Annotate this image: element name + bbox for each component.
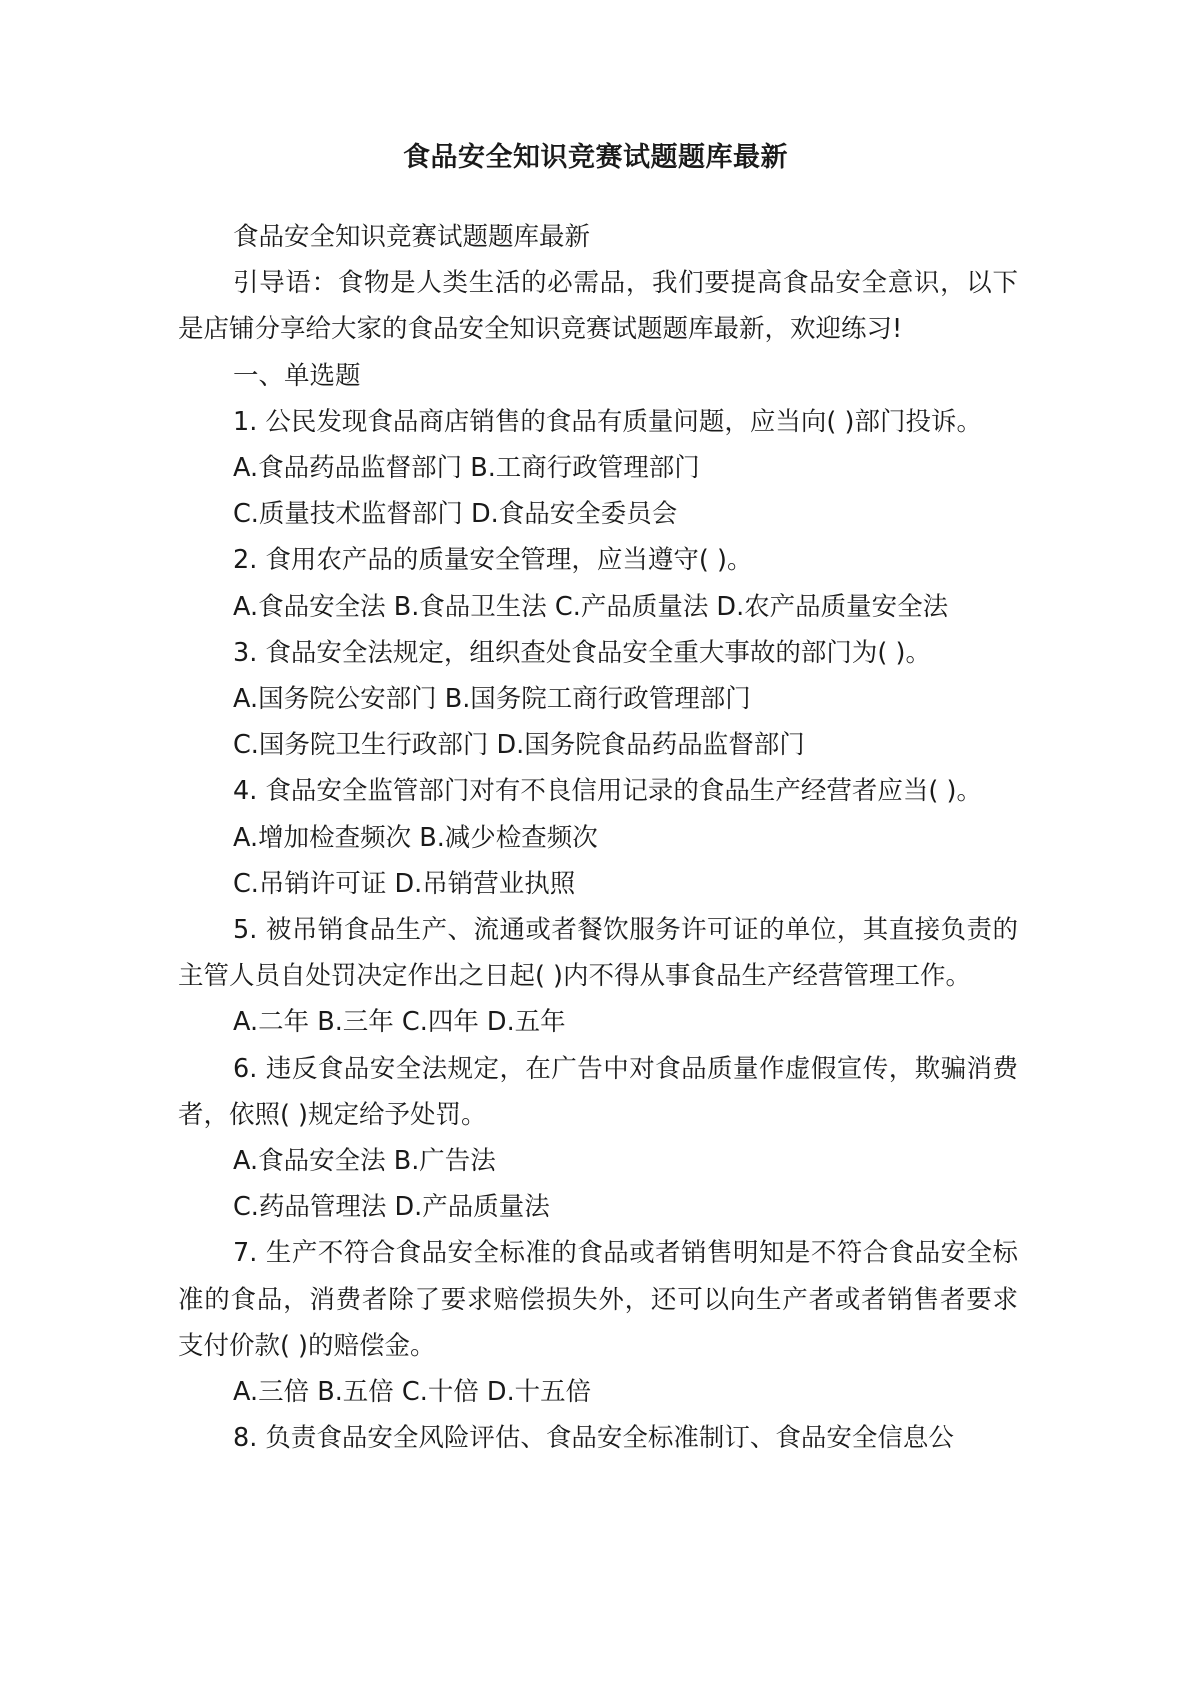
question-8: 8. 负责食品安全风险评估、食品安全标准制订、食品安全信息公 xyxy=(233,1423,954,1454)
question-7-options: A.三倍 B.五倍 C.十倍 D.十五倍 xyxy=(233,1377,592,1408)
question-4-options-b: C.吊销许可证 D.吊销营业执照 xyxy=(233,868,576,899)
section-heading: 一、单选题 xyxy=(233,360,361,391)
question-1-options-a: A.食品药品监督部门 B.工商行政管理部门 xyxy=(233,453,700,484)
paragraph-intro: 引导语：食物是人类生活的必需品，我们要提高食品安全意识，以下是店铺分享给大家的食品安全知识竞赛试题题库最新，欢迎练习! xyxy=(178,268,1018,345)
question-6: 6. 违反食品安全法规定，在广告中对食品质量作虚假宣传，欺骗消费者，依照( )规定给予处罚。 xyxy=(178,1053,1018,1130)
question-4-options-a: A.增加检查频次 B.减少检查频次 xyxy=(233,822,598,853)
question-3-options-a: A.国务院公安部门 B.国务院工商行政管理部门 xyxy=(233,684,751,715)
question-3-options-b: C.国务院卫生行政部门 D.国务院食品药品监督部门 xyxy=(233,730,805,761)
question-3: 3. 食品安全法规定，组织查处食品安全重大事故的部门为( )。 xyxy=(233,637,931,668)
question-5: 5. 被吊销食品生产、流通或者餐饮服务许可证的单位，其直接负责的主管人员自处罚决定作出之日起( )内不得从事食品生产经营管理工作。 xyxy=(178,915,1018,992)
question-1-options-b: C.质量技术监督部门 D.食品安全委员会 xyxy=(233,499,678,530)
question-2-options: A.食品安全法 B.食品卫生法 C.产品质量法 D.农产品质量安全法 xyxy=(233,591,949,622)
question-7: 7. 生产不符合食品安全标准的食品或者销售明知是不符合食品安全标准的食品，消费者除了要求赔偿损失外，还可以向生产者或者销售者要求支付价款( )的赔偿金。 xyxy=(178,1238,1018,1361)
document-body xyxy=(178,214,1018,1461)
paragraph-subtitle: 食品安全知识竞赛试题题库最新 xyxy=(233,222,591,252)
question-5-options: A.二年 B.三年 C.四年 D.五年 xyxy=(233,1007,566,1038)
question-6-options-a: A.食品安全法 B.广告法 xyxy=(233,1146,496,1177)
question-2: 2. 食用农产品的质量安全管理，应当遵守( )。 xyxy=(233,545,753,576)
question-6-options-b: C.药品管理法 D.产品质量法 xyxy=(233,1192,550,1223)
question-4: 4. 食品安全监管部门对有不良信用记录的食品生产经营者应当( )。 xyxy=(233,776,982,807)
question-1: 1. 公民发现食品商店销售的食品有质量问题，应当向( )部门投诉。 xyxy=(233,406,982,437)
document-title: 食品安全知识竞赛试题题库最新 xyxy=(403,142,788,173)
